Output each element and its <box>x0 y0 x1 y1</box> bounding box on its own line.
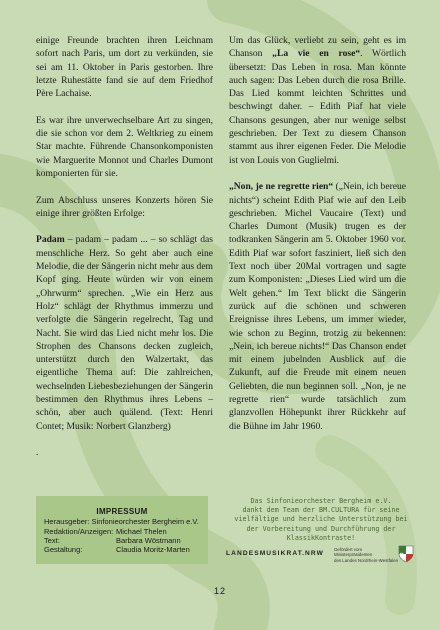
trailing-dot: . <box>36 447 39 459</box>
paragraph-concert-end: Zum Abschluss unseres Konzerts hören Sie einige ihrer größten Erfolge: <box>36 194 213 219</box>
landesmusikrat-logo: LANDESMUSIKRAT.NRW <box>226 550 324 557</box>
nrw-crest-icon <box>398 545 414 563</box>
impressum-label: Gestaltung: <box>44 545 83 554</box>
left-text-column <box>36 34 213 460</box>
thanks-line: Das Sinfonieorchester Bergheim e.V. <box>250 497 392 505</box>
padam-description: – padam – padam ... – so schlägt das menschliche Herz. So geht aber auch eine Melodie, die der Sängerin nicht mehr aus dem Kopf ging. Heute würden wir von einem „Ohrwurm“ sprechen. „Wie ein Herz aus Holz“ schlägt der Rhythmus immerzu und verfolgte die Sängerin regelrecht, Tag und Nacht. Sie wird das Lied nicht mehr los. Die Strophen des Chansons decken zugleich, unterstützt durch den Walzertakt, das eigentliche Thema auf: Die zahlreichen, wechselnden Liebesbeziehungen der Sängerin bestimmen den Rhythmus ihres Lebens – schön, aber auch quälend. (Text: Henri Contet; Musik: Norbert Glanzberg) <box>36 234 213 432</box>
paragraph-non-je-ne-regrette-rien <box>229 180 406 433</box>
impressum-value: Barbara Wöstmann <box>116 536 181 545</box>
funding-line: des Landes Nordrhein-Westfalen <box>334 557 399 563</box>
la-vie-intro: Um das Glück, verliebt zu sein, geht es im Chanson <box>229 35 406 60</box>
impressum-title: IMPRESSUM <box>96 507 148 516</box>
impressum-value: Claudia Moritz-Marten <box>116 545 190 554</box>
thanks-section <box>226 497 416 563</box>
paragraph-singing-style: Es war ihre unverwechselbare Art zu singen, die sie schon vor dem 2. Weltkrieg zu einem Star machte. Führende Chansonkomponisten wie Marguerite Monnot und Charles Dumont komponierten für sie. <box>36 114 213 179</box>
song-title-padam: Padam <box>36 234 65 246</box>
impressum-value: Michael Thelen <box>116 527 167 536</box>
paragraph-la-vie-en-rose <box>229 34 406 167</box>
paragraph-padam <box>36 233 213 432</box>
thanks-line: KlassikKontraste! <box>286 533 356 542</box>
thanks-text <box>226 497 416 543</box>
impressum-label: Redaktion/Anzeigen: <box>44 527 114 536</box>
thanks-line: dankt dem Team der BM.CULTURA für seine <box>242 506 400 515</box>
song-title-non-je-ne-regrette-rien: „Non, je ne regrette rien“ <box>229 181 334 193</box>
non-je-ne-description: („Nein, ich bereue nichts“) scheint Edith Piaf wie auf den Leib geschrieben. Michel Vaucaire (Text) und Charles Dumont (Musik) trugen es der todkranken Sängerin am 5. Oktober 1960 vor. Edith Piaf war sofort fasziniert, ließ sich den Text noch über 20Mal vortragen und sagte zum Komponisten: „Dieses Lied wird um die Welt gehen.“ Im Text blickt die Sängerin zurück auf die schönen und schweren Ereignisse ihres Lebens, um immer wieder, wie schon zu Beginn, trotzig zu bekennen: „Nein, ich bereue nichts!“ Das Chanson endet mit einem jubelnden Ausblick auf die Zukunft, auf die Freude mit einem neuen Geliebten, die nun beginnen soll. „Non, je ne regrette rien“ wurde tatsächlich zum glanzvollen Höhepunkt ihrer Rückkehr auf die Bühne im Jahr 1960. <box>229 181 406 432</box>
impressum-box <box>36 496 208 564</box>
la-vie-description: . Wörtlich übersetzt: Das Leben in rosa. Man könnte auch sagen: Das Leben durch die rosa Brille. Das Lied kommt leichten Schrittes und beschwingt daher. – Edith Piaf hat viele Chansons gesungen, aber nur wenige selbst geschrieben. Der Text zu diesem Chanson stammt aus ihrer eigenen Feder. Die Melodie ist von Louis von Guglielmi. <box>229 48 406 166</box>
funding-note <box>334 547 400 563</box>
paragraph-funeral: einige Freunde brachten ihren Leichnam sofort nach Paris, um dort zu verkünden, sie sei am 11. Oktober in Paris gestorben. Ihre letzte Ruhestätte fand sie auf dem Friedhof Père Lachaise. <box>36 35 213 100</box>
thanks-line: vielfältige und herzliche Unterstützung bei <box>234 515 408 524</box>
song-title-la-vie-en-rose: „La vie en rose“ <box>272 48 361 60</box>
right-text-column <box>229 34 406 446</box>
impressum-label: Text: <box>44 536 60 545</box>
sponsor-logos <box>226 545 416 565</box>
thanks-line: der Vorbereitung und Durchführung der <box>246 524 396 533</box>
page-number: 12 <box>213 586 226 596</box>
impressum-publisher: Herausgeber: Sinfonieorchester Bergheim e.V. <box>44 517 199 526</box>
funding-line: Gefördert vom Ministerpräsidenten <box>334 547 373 558</box>
